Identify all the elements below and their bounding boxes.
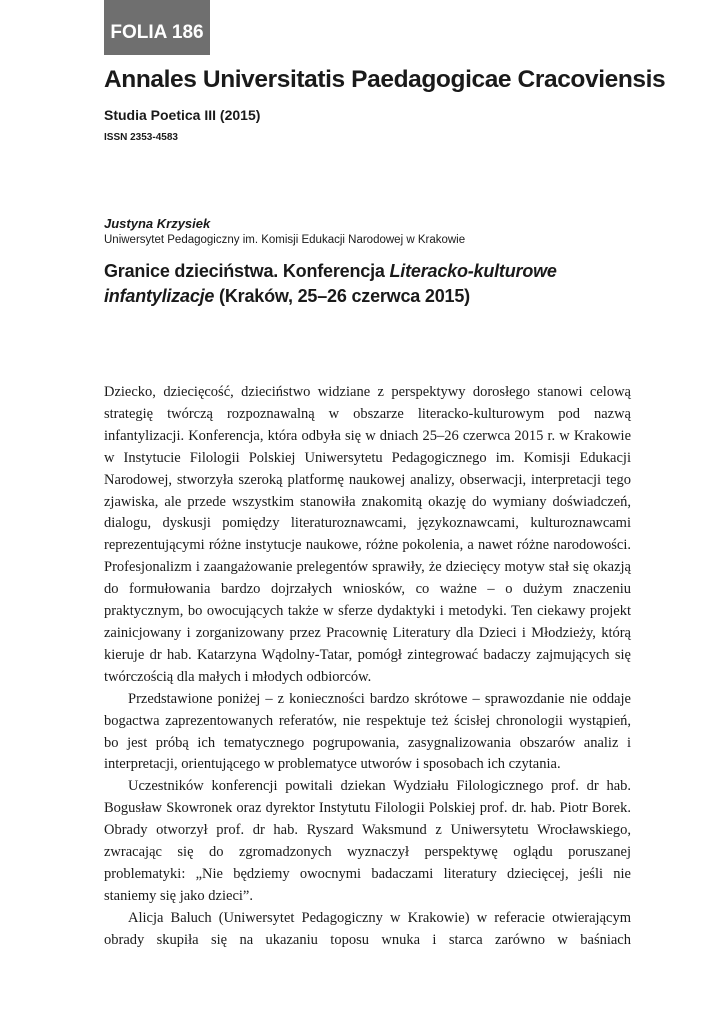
- paragraph: Uczestników konferencji powitali dziekan Wydziału Filologicznego prof. dr hab. Bogusław Skowronek oraz dyrektor Instytutu Filologii Polskiej prof. dr. hab. Piotr Borek. Obrady otworzył prof. dr hab. Ryszard Waksmund z Uniwersytetu Wrocławskiego, zwracając się do zgromadzonych wyznaczył perspektywę oglądu poruszanej problematyki: „Nie będziemy owocnymi badaczami literatury dziecięcej, jeśli nie staniemy się jako dzieci”.: [104, 778, 631, 904]
- title-part-1: Granice dzieciństwa. Konferencja: [104, 261, 390, 281]
- author-name: Justyna Krzysiek: [104, 216, 211, 231]
- paragraph: Dziecko, dziecięcość, dzieciństwo widziane z perspektywy dorosłego stanowi celową strategię twórczą rozpoznawalną w obszarze literacko-kulturowym pod nazwą infantylizacji. Konferencja, która odbyła się w dniach 25–26 czerwca 2015 r. w Krakowie w Instytucie Filologii Polskiej Uniwersytetu Pedagogicznego im. Komisji Edukacji Narodowej, stworzyła szeroką platformę naukowej analizy, obserwacji, interpretacji tego zjawiska, ale przede wszystkim stanowiła znakomitą okazję do wymiany doświadczeń, dialogu, dyskusji pomiędzy literaturoznawcami, językoznawcami, kulturoznawcami reprezentującymi różne instytucje naukowe, różne pokolenia, a nawet różne narodowości. Profesjonalizm i zaangażowanie prelegentów sprawiły, że dziecięcy motyw stał się okazją do formułowania bardzo dojrzałych wniosków, co ważne – o dużym znaczeniu praktycznym, bo owocujących także w sferze dydaktyki i metodyki. Ten ciekawy projekt zainicjowany i zorganizowany przez Pracownię Literatury dla Dzieci i Młodzieży, którą kieruje dr hab. Katarzyna Wądolny-Tatar, pomógł zintegrować badaczy zajmujących się twórczością dla małych i młodych odbiorców.: [104, 384, 631, 685]
- title-part-2: (Kraków, 25–26 czerwca 2015): [214, 286, 470, 306]
- folia-badge: [104, 0, 210, 55]
- paragraph: Przedstawione poniżej – z konieczności bardzo skrótowe – sprawozdanie nie oddaje bogactwa zaprezentowanych referatów, nie respektuje też ścisłej chronologii wystąpień, bo jest próbą ich tematycznego pogrupowania, zasygnalizowania obszarów analiz i interpretacji, orientującego w problematyce utworów i sposobach ich czytania.: [104, 690, 631, 773]
- series-title: Studia Poetica III (2015): [104, 107, 261, 123]
- folia-label: FOLIA 186: [110, 22, 204, 43]
- article-body: [104, 382, 631, 952]
- author-affiliation: Uniwersytet Pedagogiczny im. Komisji Edukacji Narodowej w Krakowie: [104, 234, 466, 246]
- title-italic: Literacko-kulturowe infantylizacje: [104, 261, 557, 306]
- issn: ISSN 2353-4583: [104, 132, 178, 143]
- article-title: [104, 259, 624, 309]
- journal-title: Annales Universitatis Paedagogicae Cracoviensis: [104, 66, 666, 93]
- paragraph: Alicja Baluch (Uniwersytet Pedagogiczny w Krakowie) w referacie otwierającym obrady skupiła się na ukazaniu toposu wnuka i starca zarówno w baśniach: [104, 909, 631, 948]
